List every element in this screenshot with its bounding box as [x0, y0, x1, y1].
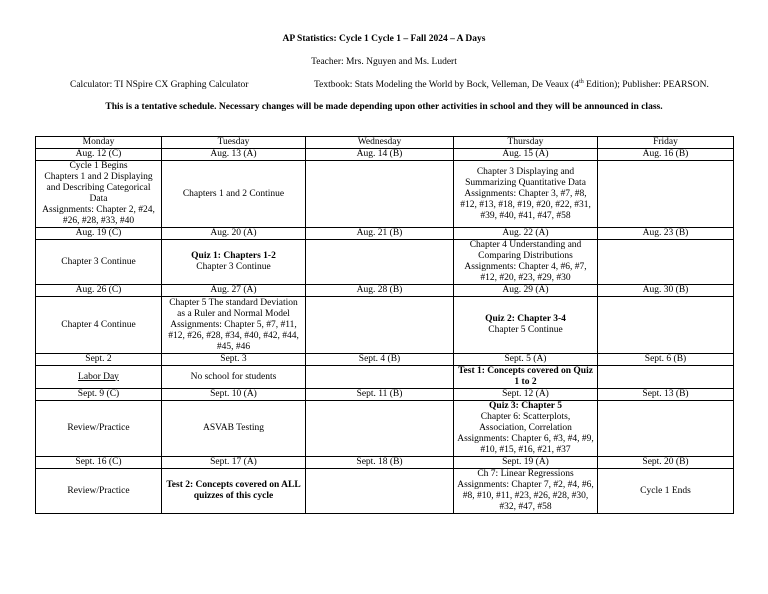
cell-text-line: Assignments: Chapter 7, #2, #4, #6, #8, #10, #11, #23, #26, #28, #30, #32, #47, #58: [457, 480, 594, 512]
content-row: [36, 297, 734, 354]
page-title: AP Statistics: Cycle 1 Cycle 1 – Fall 2024 – A Days: [282, 34, 486, 44]
content-row: [36, 161, 734, 228]
date-cell: Sept. 10 (A): [162, 389, 306, 401]
content-row: [36, 401, 734, 457]
content-row: [36, 469, 734, 514]
cell-text-line: Cycle 1 Ends: [640, 485, 691, 496]
cell-text-line: Chapter 3 Continue: [61, 256, 136, 267]
date-cell: Aug. 16 (B): [598, 149, 734, 161]
content-cell: [36, 297, 162, 354]
cell-text-line: Chapter 6: Scatterplots, Association, Correlation: [479, 412, 572, 433]
cell-text-line: Assignments: Chapter 6, #3, #4, #9, #10, #15, #16, #21, #37: [457, 434, 594, 455]
day-header: Friday: [598, 137, 734, 149]
date-cell: Aug. 23 (B): [598, 228, 734, 240]
content-cell: [598, 366, 734, 389]
day-header: Monday: [36, 137, 162, 149]
date-row: [36, 389, 734, 401]
content-cell: [36, 401, 162, 457]
cell-text-line: Assignments: Chapter 2, #24, #26, #28, #33, #40: [42, 205, 155, 226]
content-cell: [162, 401, 306, 457]
content-cell: [454, 401, 598, 457]
date-cell: Aug. 19 (C): [36, 228, 162, 240]
date-cell: Aug. 12 (C): [36, 149, 162, 161]
cell-text-line: Chapters 1 and 2 Continue: [182, 188, 285, 199]
day-header: Thursday: [454, 137, 598, 149]
date-cell: Aug. 14 (B): [306, 149, 454, 161]
content-cell: [306, 366, 454, 389]
cell-text-line: Chapter 4 Understanding and Comparing Distributions: [469, 240, 582, 261]
date-row: [36, 285, 734, 297]
cell-text-line: ASVAB Testing: [202, 423, 264, 433]
date-cell: Sept. 4 (B): [306, 354, 454, 366]
date-row: [36, 457, 734, 469]
cell-text-line: Review/Practice: [67, 485, 130, 496]
content-row: [36, 240, 734, 285]
date-cell: Sept. 19 (A): [454, 457, 598, 469]
date-cell: Aug. 15 (A): [454, 149, 598, 161]
date-cell: Sept. 13 (B): [598, 389, 734, 401]
date-cell: Aug. 26 (C): [36, 285, 162, 297]
cell-text-line: Chapter 3 Displaying and Summarizing Quantitative Data: [465, 166, 586, 188]
day-header: Tuesday: [162, 137, 306, 149]
content-cell: [598, 161, 734, 228]
bold-label: Test 2: Concepts covered on ALL quizzes of this cycle: [166, 480, 301, 501]
bold-label: Quiz 1: Chapters 1-2: [191, 251, 276, 261]
date-cell: Aug. 27 (A): [162, 285, 306, 297]
cell-text-line: Chapters 1 and 2 Displaying and Describing Categorical Data: [44, 172, 153, 204]
content-cell: [36, 161, 162, 228]
content-cell: [598, 297, 734, 354]
content-cell: [306, 401, 454, 457]
content-cell: [36, 240, 162, 285]
content-cell: [162, 469, 306, 514]
day-header: Wednesday: [306, 137, 454, 149]
date-cell: Sept. 17 (A): [162, 457, 306, 469]
content-cell: [36, 469, 162, 514]
content-cell: [598, 469, 734, 514]
cell-text-line: Cycle 1 Begins: [69, 161, 128, 171]
date-cell: Sept. 12 (A): [454, 389, 598, 401]
bold-label: Quiz 2: Chapter 3-4: [485, 314, 566, 324]
tentative-notice: This is a tentative schedule. Necessary changes will be made depending upon other activities in school and they will be announced in class.: [105, 102, 663, 112]
content-cell: [454, 297, 598, 354]
date-row: [36, 354, 734, 366]
date-cell: Sept. 9 (C): [36, 389, 162, 401]
date-cell: Sept. 16 (C): [36, 457, 162, 469]
cell-text-line: Review/Practice: [67, 423, 130, 433]
content-cell: [162, 297, 306, 354]
cell-text-line: Chapter 5 The standard Deviation as a Ruler and Normal Model: [169, 297, 298, 319]
date-cell: Aug. 22 (A): [454, 228, 598, 240]
content-cell: [598, 240, 734, 285]
content-cell: [454, 366, 598, 389]
day-header-row: [36, 137, 734, 149]
cell-text-line: Assignments: Chapter 5, #7, #11, #12, #26, #28, #34, #40, #42, #44, #45, #46: [168, 319, 299, 352]
textbook-publisher: Edition); Publisher: PEARSON.: [583, 80, 709, 90]
cell-text-line: Chapter 4 Continue: [61, 319, 136, 330]
cell-text-line: No school for students: [190, 371, 277, 382]
content-cell: [454, 240, 598, 285]
date-cell: Aug. 30 (B): [598, 285, 734, 297]
date-cell: Sept. 20 (B): [598, 457, 734, 469]
teacher-line: Teacher: Mrs. Nguyen and Ms. Ludert: [311, 57, 457, 67]
date-row: [36, 149, 734, 161]
date-cell: Sept. 11 (B): [306, 389, 454, 401]
content-cell: [598, 401, 734, 457]
content-cell: [36, 366, 162, 389]
date-row: [36, 228, 734, 240]
cell-text-line: Ch 7: Linear Regressions: [477, 469, 574, 479]
content-cell: [306, 297, 454, 354]
date-cell: Sept. 3: [162, 354, 306, 366]
content-cell: [162, 240, 306, 285]
content-row: [36, 366, 734, 389]
content-cell: [162, 161, 306, 228]
date-cell: Aug. 28 (B): [306, 285, 454, 297]
textbook-line: [314, 80, 709, 90]
content-cell: [162, 366, 306, 389]
date-cell: Sept. 6 (B): [598, 354, 734, 366]
date-cell: Sept. 18 (B): [306, 457, 454, 469]
underlined-label: Labor Day: [78, 371, 119, 382]
edition-superscript: th: [579, 78, 584, 85]
date-cell: Aug. 21 (B): [306, 228, 454, 240]
date-cell: Sept. 5 (A): [454, 354, 598, 366]
cell-text-line: Chapter 3 Continue: [196, 262, 271, 272]
bold-label: Quiz 3: Chapter 5: [489, 401, 562, 411]
cell-text-line: Assignments: Chapter 4, #6, #7, #12, #20, #23, #29, #30: [464, 262, 587, 283]
date-cell: Aug. 29 (A): [454, 285, 598, 297]
calculator-line: Calculator: TI NSpire CX Graphing Calculator: [70, 80, 249, 90]
schedule-table: [35, 136, 734, 514]
content-cell: [454, 469, 598, 514]
content-cell: [306, 469, 454, 514]
content-cell: [454, 161, 598, 228]
date-cell: Sept. 2: [36, 354, 162, 366]
content-cell: [306, 240, 454, 285]
cell-text-line: Assignments: Chapter 3, #7, #8, #12, #13, #18, #19, #20, #22, #31, #39, #40, #41, #47, #58: [460, 188, 591, 221]
bold-label: Test 1: Concepts covered on Quiz 1 to 2: [458, 366, 593, 387]
textbook-text: Textbook: Stats Modeling the World by Bock, Velleman, De Veaux (4: [314, 80, 580, 90]
cell-text-line: Chapter 5 Continue: [488, 325, 563, 335]
content-cell: [306, 161, 454, 228]
date-cell: Aug. 13 (A): [162, 149, 306, 161]
date-cell: Aug. 20 (A): [162, 228, 306, 240]
